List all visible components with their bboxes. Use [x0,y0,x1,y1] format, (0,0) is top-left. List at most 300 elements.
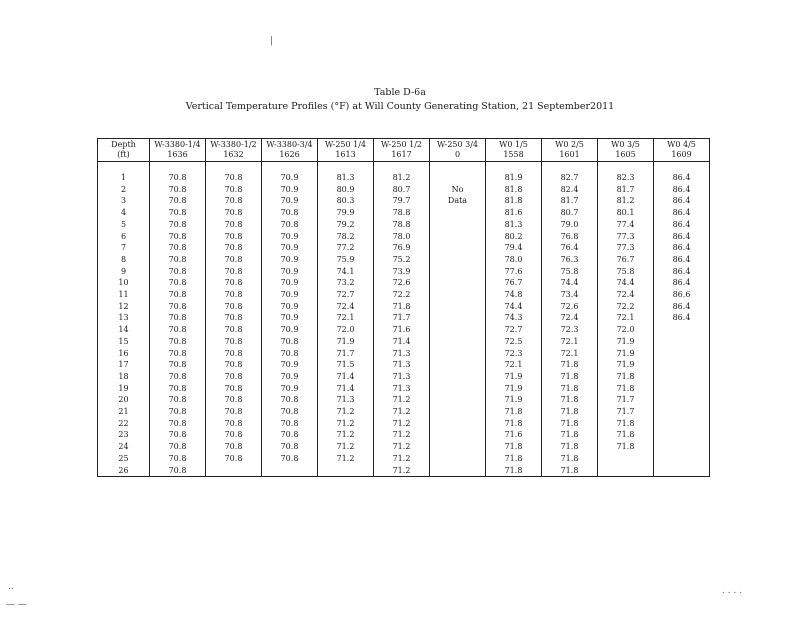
table-row [98,289,710,301]
temperature-cell: 75.8 [598,266,654,278]
column-station-name: W-3380-1/4 [154,140,201,149]
temperature-cell: 70.8 [150,231,206,243]
temperature-cell [430,406,486,418]
temperature-cell [654,371,710,383]
table-row [98,441,710,453]
temperature-profile-table [97,138,710,477]
temperature-cell: 75.9 [318,254,374,266]
temperature-cell: 76.3 [542,254,598,266]
depth-cell: 1 [98,172,150,184]
temperature-cell: 70.8 [150,289,206,301]
temperature-cell: 77.3 [598,242,654,254]
temperature-cell: 70.8 [262,219,318,231]
temperature-cell: 71.4 [374,336,430,348]
temperature-cell: 71.2 [374,418,430,430]
temperature-cell [430,219,486,231]
temperature-cell [654,359,710,371]
temperature-cell: 80.3 [318,195,374,207]
temperature-cell: 75.8 [542,266,598,278]
temperature-cell: 77.3 [598,231,654,243]
column-station-name: W-250 3/4 [436,140,479,149]
temperature-cell: 81.9 [486,172,542,184]
temperature-cell: 70.8 [206,312,262,324]
temperature-cell [430,429,486,441]
temperature-cell: 71.9 [486,371,542,383]
temperature-cell: 80.7 [542,207,598,219]
temperature-cell [654,429,710,441]
temperature-cell: 70.9 [262,312,318,324]
temperature-cell: 71.8 [598,418,654,430]
temperature-cell: 70.8 [150,242,206,254]
depth-cell: 24 [98,441,150,453]
table-row [98,429,710,441]
temperature-cell: 70.9 [262,371,318,383]
temperature-cell: 74.4 [542,277,598,289]
temperature-cell: 71.8 [542,429,598,441]
column-header [318,139,374,162]
temperature-cell: 70.9 [262,231,318,243]
temperature-cell: 70.8 [150,219,206,231]
spacer-cell [374,162,430,173]
temperature-cell: 76.8 [542,231,598,243]
temperature-cell: 71.9 [318,336,374,348]
table-number: Table D-6a [374,87,426,98]
temperature-cell: 74.1 [318,266,374,278]
temperature-cell: 86.4 [654,207,710,219]
temperature-cell: 82.4 [542,184,598,196]
temperature-cell: 79.2 [318,219,374,231]
temperature-cell: 70.8 [150,465,206,477]
temperature-cell [430,254,486,266]
temperature-cell [430,324,486,336]
temperature-cell: 86.6 [654,289,710,301]
temperature-cell: 70.8 [150,172,206,184]
temperature-cell: 71.2 [318,406,374,418]
temperature-cell: 86.4 [654,184,710,196]
column-time: 1636 [167,150,188,159]
temperature-cell [430,465,486,477]
temperature-cell: 71.5 [318,359,374,371]
temperature-cell: 71.8 [486,453,542,465]
table-row [98,453,710,465]
temperature-cell: 70.8 [150,441,206,453]
temperature-cell: 71.7 [318,348,374,360]
temperature-cell: 71.2 [374,453,430,465]
temperature-cell: 70.9 [262,195,318,207]
column-header [206,139,262,162]
temperature-cell: 72.6 [542,301,598,313]
temperature-cell: 72.4 [318,301,374,313]
table-row [98,172,710,184]
temperature-cell: 70.8 [150,207,206,219]
temperature-cell [430,301,486,313]
table-row [98,324,710,336]
temperature-cell: 70.8 [150,453,206,465]
temperature-cell: 70.8 [262,418,318,430]
table-row [98,219,710,231]
column-time: 1605 [615,150,636,159]
temperature-cell: 74.4 [598,277,654,289]
temperature-cell: 86.4 [654,254,710,266]
scan-mark-top: | [270,36,274,46]
temperature-cell: 76.4 [542,242,598,254]
temperature-cell: 70.8 [262,348,318,360]
temperature-cell: 80.9 [318,184,374,196]
temperature-cell: 86.4 [654,195,710,207]
temperature-cell: 70.8 [150,312,206,324]
temperature-cell: 71.7 [374,312,430,324]
temperature-cell: 76.7 [486,277,542,289]
table-row [98,266,710,278]
temperature-cell: 86.4 [654,172,710,184]
table-row [98,277,710,289]
temperature-cell: 82.3 [598,172,654,184]
temperature-cell: 70.8 [206,301,262,313]
temperature-cell: 81.2 [598,195,654,207]
depth-header-unit: (ft) [117,150,130,159]
table-row [98,184,710,196]
table-row [98,348,710,360]
temperature-cell [262,465,318,477]
temperature-cell: 71.3 [374,359,430,371]
temperature-cell: 72.6 [374,277,430,289]
temperature-cell: 70.8 [150,324,206,336]
temperature-cell: 70.8 [262,394,318,406]
temperature-cell: 70.8 [206,289,262,301]
temperature-cell: 70.8 [262,336,318,348]
temperature-cell: 70.8 [206,324,262,336]
temperature-cell: 70.9 [262,383,318,395]
temperature-cell: 71.8 [542,441,598,453]
temperature-cell: 71.2 [318,441,374,453]
temperature-cell: 70.9 [262,242,318,254]
temperature-cell: 70.8 [206,207,262,219]
spacer-cell [430,162,486,173]
temperature-cell: 70.8 [206,231,262,243]
spacer-cell [98,162,150,173]
temperature-cell: 70.8 [150,406,206,418]
spacer-cell [262,162,318,173]
temperature-cell: 70.8 [206,453,262,465]
temperature-cell: 70.8 [206,184,262,196]
temperature-cell: 71.2 [374,465,430,477]
depth-header [98,139,150,162]
temperature-cell: 71.2 [374,394,430,406]
temperature-cell [654,336,710,348]
temperature-cell [654,394,710,406]
temperature-cell: 79.0 [542,219,598,231]
temperature-cell: 77.6 [486,266,542,278]
spacer-cell [598,162,654,173]
temperature-cell: 72.3 [542,324,598,336]
temperature-cell: 72.4 [598,289,654,301]
temperature-cell: 82.7 [542,172,598,184]
temperature-cell: 70.8 [150,359,206,371]
temperature-cell: 73.4 [542,289,598,301]
column-header [150,139,206,162]
temperature-cell: 71.2 [318,453,374,465]
depth-cell: 23 [98,429,150,441]
temperature-cell: 70.8 [206,254,262,266]
temperature-cell: 70.8 [262,406,318,418]
temperature-cell: 71.2 [318,429,374,441]
temperature-cell: 71.2 [318,418,374,430]
temperature-cell [654,453,710,465]
temperature-cell: 81.3 [486,219,542,231]
temperature-cell: 71.7 [598,394,654,406]
temperature-cell [430,383,486,395]
temperature-cell: 70.8 [206,195,262,207]
temperature-cell: 70.8 [206,336,262,348]
table-row [98,394,710,406]
temperature-cell: 70.8 [150,348,206,360]
column-header [430,139,486,162]
temperature-cell [598,453,654,465]
temperature-cell: 86.4 [654,301,710,313]
temperature-cell [430,371,486,383]
temperature-cell: 71.8 [542,359,598,371]
depth-cell: 4 [98,207,150,219]
temperature-cell: 70.8 [206,266,262,278]
temperature-cell: 79.4 [486,242,542,254]
temperature-cell: 70.8 [262,453,318,465]
temperature-cell: 86.4 [654,266,710,278]
table-row [98,359,710,371]
temperature-cell: 80.1 [598,207,654,219]
depth-cell: 13 [98,312,150,324]
depth-cell: 19 [98,383,150,395]
temperature-cell: 70.8 [206,277,262,289]
temperature-cell: 72.0 [318,324,374,336]
temperature-cell [654,418,710,430]
temperature-cell: 71.8 [598,383,654,395]
temperature-cell: 76.7 [598,254,654,266]
spacer-row [98,162,710,173]
table-row [98,254,710,266]
depth-cell: 20 [98,394,150,406]
temperature-cell: 71.8 [542,394,598,406]
no-data-cell: No [430,184,486,196]
temperature-cell: 70.9 [262,289,318,301]
temperature-cell: 80.2 [486,231,542,243]
column-station-name: W-3380-1/2 [210,140,257,149]
temperature-cell: 75.2 [374,254,430,266]
temperature-cell: 81.7 [598,184,654,196]
temperature-cell: 79.7 [374,195,430,207]
column-header [486,139,542,162]
temperature-cell [430,348,486,360]
temperature-cell: 70.8 [150,254,206,266]
temperature-cell: 71.8 [486,418,542,430]
temperature-cell: 70.8 [206,429,262,441]
depth-cell: 15 [98,336,150,348]
temperature-cell: 70.8 [206,172,262,184]
temperature-cell: 70.8 [206,371,262,383]
temperature-cell: 70.8 [206,359,262,371]
temperature-cell: 86.4 [654,312,710,324]
depth-cell: 17 [98,359,150,371]
temperature-cell: 77.4 [598,219,654,231]
temperature-cell: 70.8 [150,266,206,278]
column-station-name: W-3380-3/4 [266,140,313,149]
header-row [98,139,710,162]
depth-cell: 8 [98,254,150,266]
column-station-name: W-250 1/2 [380,140,423,149]
temperature-cell: 70.9 [262,266,318,278]
column-station-name: W0 1/5 [499,140,528,149]
temperature-cell: 70.8 [150,394,206,406]
spacer-cell [654,162,710,173]
temperature-cell: 71.8 [486,406,542,418]
temperature-cell: 72.7 [318,289,374,301]
temperature-cell: 78.0 [374,231,430,243]
temperature-cell [318,465,374,477]
temperature-cell: 81.8 [486,184,542,196]
temperature-cell: 71.6 [486,429,542,441]
temperature-cell [654,465,710,477]
temperature-cell [654,441,710,453]
column-header [654,139,710,162]
temperature-cell: 78.0 [486,254,542,266]
table-body [98,162,710,477]
table-row [98,301,710,313]
temperature-cell [430,207,486,219]
temperature-cell: 71.8 [542,453,598,465]
depth-cell: 14 [98,324,150,336]
temperature-cell: 70.8 [262,429,318,441]
depth-cell: 26 [98,465,150,477]
temperature-cell: 71.3 [374,383,430,395]
temperature-cell: 70.8 [206,406,262,418]
temperature-cell: 71.8 [542,383,598,395]
column-header [374,139,430,162]
table-row [98,336,710,348]
temperature-cell: 71.8 [598,441,654,453]
depth-cell: 22 [98,418,150,430]
spacer-cell [150,162,206,173]
depth-cell: 5 [98,219,150,231]
temperature-cell: 76.9 [374,242,430,254]
temperature-cell [206,465,262,477]
temperature-cell: 71.8 [542,406,598,418]
temperature-cell: 77.2 [318,242,374,254]
temperature-cell: 73.2 [318,277,374,289]
temperature-cell: 71.9 [598,359,654,371]
table-row [98,383,710,395]
temperature-cell: 71.9 [598,348,654,360]
temperature-cell: 70.8 [150,301,206,313]
temperature-cell [430,266,486,278]
temperature-cell: 70.8 [206,383,262,395]
column-time: 1632 [223,150,244,159]
temperature-cell: 79.9 [318,207,374,219]
temperature-cell: 71.3 [374,348,430,360]
temperature-cell: 81.3 [318,172,374,184]
temperature-cell: 70.8 [150,277,206,289]
depth-cell: 6 [98,231,150,243]
table-title [0,86,800,114]
temperature-cell [430,453,486,465]
temperature-cell [430,418,486,430]
temperature-cell: 78.8 [374,207,430,219]
table-caption: Vertical Temperature Profiles (°F) at Will County Generating Station, 21 September2011 [185,101,615,112]
column-station-name: W0 2/5 [555,140,584,149]
temperature-cell: 81.8 [486,195,542,207]
temperature-cell [654,406,710,418]
temperature-cell: 70.8 [150,383,206,395]
depth-cell: 16 [98,348,150,360]
temperature-cell: 71.8 [486,441,542,453]
temperature-cell: 81.6 [486,207,542,219]
temperature-cell: 71.3 [374,371,430,383]
scan-mark-bottom-left-2: — — [6,600,27,610]
temperature-cell: 70.9 [262,254,318,266]
temperature-cell: 72.0 [598,324,654,336]
temperature-cell [654,348,710,360]
depth-cell: 7 [98,242,150,254]
temperature-cell: 70.8 [206,418,262,430]
temperature-cell: 72.2 [374,289,430,301]
temperature-cell: 70.9 [262,301,318,313]
temperature-cell [430,359,486,371]
temperature-cell: 70.8 [206,394,262,406]
temperature-cell [430,336,486,348]
depth-cell: 25 [98,453,150,465]
temperature-cell: 70.8 [262,207,318,219]
column-time: 1626 [279,150,300,159]
depth-cell: 10 [98,277,150,289]
temperature-cell: 70.9 [262,324,318,336]
temperature-cell [430,441,486,453]
temperature-cell [430,231,486,243]
temperature-cell: 70.8 [150,184,206,196]
temperature-cell: 71.8 [598,429,654,441]
depth-cell: 18 [98,371,150,383]
temperature-cell: 72.4 [542,312,598,324]
temperature-cell: 74.4 [486,301,542,313]
column-time: 1613 [335,150,356,159]
column-time: 1609 [671,150,692,159]
temperature-cell: 70.8 [206,441,262,453]
column-time: 1558 [503,150,524,159]
table-row [98,418,710,430]
temperature-cell: 80.7 [374,184,430,196]
temperature-cell: 71.3 [318,394,374,406]
scan-mark-bottom-right: . . . . [722,586,743,596]
temperature-cell: 71.8 [542,465,598,477]
temperature-cell: 72.5 [486,336,542,348]
spacer-cell [206,162,262,173]
no-data-cell: Data [430,195,486,207]
temperature-cell: 71.9 [598,336,654,348]
table-row [98,242,710,254]
temperature-cell: 70.9 [262,184,318,196]
column-time: 1617 [391,150,412,159]
temperature-cell: 72.7 [486,324,542,336]
temperature-cell: 70.9 [262,277,318,289]
temperature-cell: 86.4 [654,219,710,231]
temperature-cell: 78.2 [318,231,374,243]
depth-cell: 11 [98,289,150,301]
temperature-cell: 72.1 [486,359,542,371]
temperature-cell: 71.9 [486,383,542,395]
temperature-cell: 71.8 [486,465,542,477]
temperature-cell: 71.8 [374,301,430,313]
temperature-cell: 71.2 [374,441,430,453]
temperature-cell: 72.1 [542,348,598,360]
temperature-cell: 71.7 [598,406,654,418]
temperature-cell: 71.4 [318,383,374,395]
